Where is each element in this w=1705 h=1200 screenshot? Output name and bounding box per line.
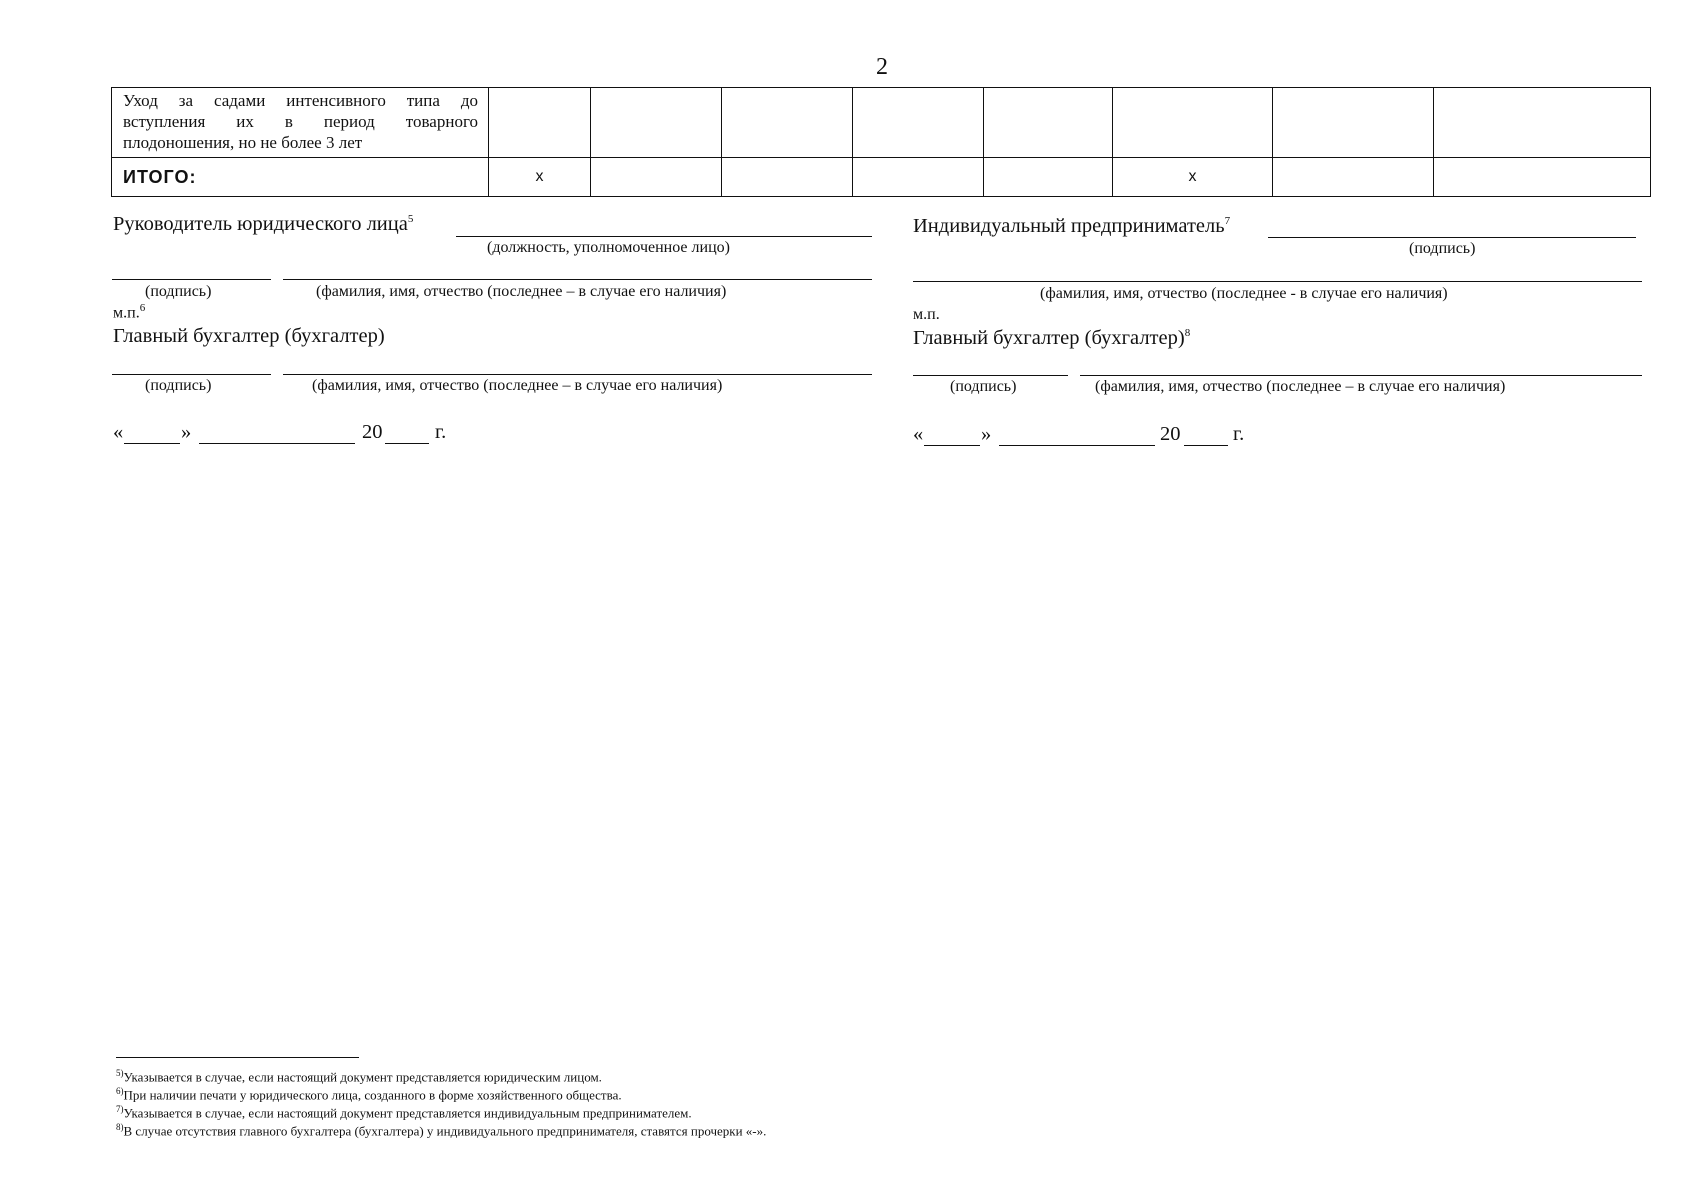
footnote-ref: 6: [139, 302, 146, 314]
date-day-line[interactable]: [924, 445, 980, 446]
stamp-label: м.п.: [913, 306, 940, 323]
table-cell[interactable]: [984, 88, 1113, 158]
footnote: $^{6)}$При наличии печати у юридического лица, созданного в форме хозяйственного общества.: [116, 1086, 622, 1103]
date-year-line[interactable]: [385, 443, 429, 444]
table-cell[interactable]: [722, 88, 853, 158]
date-close-quote: »: [181, 421, 192, 443]
table-cell[interactable]: [1113, 88, 1273, 158]
date-year-prefix: 20: [362, 421, 383, 443]
signature-line[interactable]: [112, 279, 271, 280]
footnote: $^{8)}$В случае отсутствия главного бухгалтера (бухгалтера) у индивидуального предпринимателя, ставятся прочерки «-».: [116, 1122, 767, 1139]
total-row: [112, 158, 1651, 197]
date-year-line[interactable]: [1184, 445, 1228, 446]
name-line[interactable]: [283, 279, 872, 280]
table-cell[interactable]: [591, 88, 722, 158]
date-close-quote: »: [981, 423, 992, 445]
date-open-quote: «: [913, 423, 924, 445]
date-month-line[interactable]: [999, 445, 1155, 446]
position-line[interactable]: [456, 236, 872, 237]
table-cell[interactable]: [1273, 88, 1434, 158]
name-line[interactable]: [1080, 375, 1642, 376]
date-year-prefix: 20: [1160, 423, 1181, 445]
date-year-suffix: г.: [435, 421, 447, 443]
date-month-line[interactable]: [199, 443, 355, 444]
signature-line[interactable]: [913, 375, 1068, 376]
accountant-label: Главный бухгалтер (бухгалтер)$^8$: [913, 327, 1191, 349]
signature-caption: (подпись): [145, 377, 212, 394]
table-cell[interactable]: [853, 88, 984, 158]
entrepreneur-label: Индивидуальный предприниматель$^7$: [913, 215, 1231, 237]
signature-line[interactable]: [112, 374, 271, 375]
table-cell[interactable]: [591, 158, 722, 197]
entrepreneur-signature-line[interactable]: [1268, 237, 1636, 238]
data-table: [111, 87, 1651, 197]
table-cell[interactable]: [1434, 158, 1651, 197]
total-mark: х: [1113, 158, 1273, 197]
table-cell[interactable]: [984, 158, 1113, 197]
signature-caption: (подпись): [950, 378, 1017, 395]
stamp-label: м.п.$^6$: [113, 302, 146, 322]
accountant-label: Главный бухгалтер (бухгалтер): [113, 325, 385, 347]
position-caption: (должность, уполномоченное лицо): [487, 239, 730, 256]
date-day-line[interactable]: [124, 443, 180, 444]
table-cell[interactable]: [853, 158, 984, 197]
name-caption: (фамилия, имя, отчество (последнее – в случае его наличия): [316, 283, 727, 300]
head-label: Руководитель юридического лица$^5$: [113, 213, 414, 235]
footnotes-rule: [116, 1057, 359, 1058]
name-caption: (фамилия, имя, отчество (последнее – в случае его наличия): [312, 377, 723, 394]
page-number: 2: [876, 54, 888, 80]
footnote-ref: 7: [1224, 215, 1231, 228]
signature-caption: (подпись): [145, 283, 212, 300]
date-open-quote: «: [113, 421, 124, 443]
date-year-suffix: г.: [1233, 423, 1245, 445]
table-cell[interactable]: [1273, 158, 1434, 197]
table-cell[interactable]: [1434, 88, 1651, 158]
footnote: $^{7)}$Указывается в случае, если настоящий документ представляется индивидуальным предпринимателем.: [116, 1104, 692, 1121]
name-line[interactable]: [283, 374, 872, 375]
total-mark: х: [489, 158, 591, 197]
table-cell[interactable]: [489, 88, 591, 158]
footnote-ref: 8: [1184, 327, 1191, 340]
footnote-ref: 5: [407, 213, 414, 226]
signature-caption: (подпись): [1409, 240, 1476, 257]
total-label: ИТОГО:: [112, 158, 489, 197]
table-row: [112, 88, 1651, 158]
name-caption: (фамилия, имя, отчество (последнее - в случае его наличия): [1040, 285, 1448, 302]
name-caption: (фамилия, имя, отчество (последнее – в случае его наличия): [1095, 378, 1506, 395]
footnote: $^{5)}$Указывается в случае, если настоящий документ представляется юридическим лицом.: [116, 1068, 602, 1085]
table-cell[interactable]: [722, 158, 853, 197]
row-label: Уход за садами интенсивного типа до вступления их в период товарного плодоношения, но не более 3 лет: [112, 88, 489, 158]
name-line[interactable]: [913, 281, 1642, 282]
